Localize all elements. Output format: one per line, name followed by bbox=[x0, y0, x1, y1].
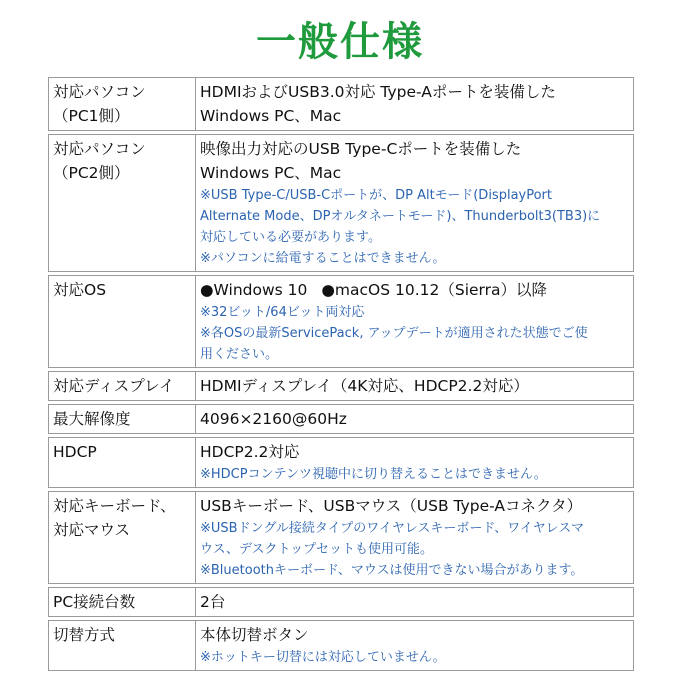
row-label bbox=[48, 371, 195, 401]
value-line: 本体切替ボタン bbox=[200, 626, 309, 644]
value-line: HDMIおよびUSB3.0対応 Type-Aポートを装備した bbox=[200, 83, 556, 101]
row-value bbox=[195, 620, 634, 671]
row-value bbox=[195, 437, 634, 488]
note-line: ※パソコンに給電することはできません。 bbox=[200, 251, 446, 266]
note-line: ウス、デスクトップセットも使用可能。 bbox=[200, 542, 433, 557]
os-windows: ●Windows 10 bbox=[200, 281, 308, 299]
table-row bbox=[48, 587, 634, 617]
row-label bbox=[48, 404, 195, 434]
label-line: 対応OS bbox=[53, 281, 107, 299]
label-line: HDCP bbox=[53, 443, 97, 461]
value-line: 4096×2160@60Hz bbox=[200, 410, 347, 428]
label-line: 切替方式 bbox=[53, 626, 116, 644]
label-line: 対応パソコン bbox=[53, 83, 146, 101]
label-line: 対応マウス bbox=[53, 521, 131, 539]
table-row bbox=[48, 371, 634, 401]
row-label bbox=[48, 437, 195, 488]
note-line: Alternate Mode、DPオルタネートモード)、Thunderbolt3(TB3)に bbox=[200, 209, 601, 224]
value-line: 映像出力対応のUSB Type-Cポートを装備した bbox=[200, 140, 522, 158]
label-line: 対応ディスプレイ bbox=[53, 377, 175, 395]
table-row bbox=[48, 620, 634, 671]
row-label bbox=[48, 620, 195, 671]
label-line: 対応キーボード、 bbox=[53, 497, 176, 515]
label-line: PC接続台数 bbox=[53, 593, 136, 611]
label-line: 最大解像度 bbox=[53, 410, 131, 428]
row-value bbox=[195, 275, 634, 368]
table-row bbox=[48, 437, 634, 488]
value-line: HDMIディスプレイ（4K対応、HDCP2.2対応） bbox=[200, 377, 529, 395]
row-label bbox=[48, 491, 195, 584]
label-line: 対応パソコン bbox=[53, 140, 146, 158]
os-macos: ●macOS 10.12（Sierra）以降 bbox=[321, 281, 548, 299]
table-row bbox=[48, 404, 634, 434]
note-line: 対応している必要があります。 bbox=[200, 230, 381, 245]
note-line: ※USB Type-C/USB-Cポートが、DP Altモード(DisplayPort bbox=[200, 188, 552, 203]
table-row bbox=[48, 77, 634, 131]
row-label bbox=[48, 275, 195, 368]
note-line: ※各OSの最新ServicePack, アップデートが適用された状態でご使 bbox=[200, 326, 588, 341]
row-value bbox=[195, 134, 634, 272]
note-line: ※HDCPコンテンツ視聴中に切り替えることはできません。 bbox=[200, 467, 547, 482]
note-line: ※32ビット/64ビット両対応 bbox=[200, 305, 365, 320]
note-line: 用ください。 bbox=[200, 347, 279, 362]
value-line: 2台 bbox=[200, 593, 226, 611]
value-line: Windows PC、Mac bbox=[200, 164, 342, 182]
row-label bbox=[48, 587, 195, 617]
row-value bbox=[195, 491, 634, 584]
row-value bbox=[195, 371, 634, 401]
row-value bbox=[195, 77, 634, 131]
row-label bbox=[48, 77, 195, 131]
value-line: USBキーボード、USBマウス（USB Type-Aコネクタ） bbox=[200, 497, 583, 515]
spec-table bbox=[48, 74, 634, 674]
label-line: （PC1側） bbox=[53, 107, 130, 125]
value-line: Windows PC、Mac bbox=[200, 107, 342, 125]
value-line bbox=[200, 278, 630, 302]
row-label bbox=[48, 134, 195, 272]
note-line: ※USBドングル接続タイプのワイヤレスキーボード、ワイヤレスマ bbox=[200, 521, 585, 536]
note-line: ※Bluetoothキーボード、マウスは使用できない場合があります。 bbox=[200, 563, 584, 578]
table-row bbox=[48, 491, 634, 584]
table-row bbox=[48, 134, 634, 272]
row-value bbox=[195, 587, 634, 617]
label-line: （PC2側） bbox=[53, 164, 130, 182]
page-title: 一般仕様 bbox=[256, 19, 424, 65]
row-value bbox=[195, 404, 634, 434]
table-row bbox=[48, 275, 634, 368]
value-line: HDCP2.2対応 bbox=[200, 443, 300, 461]
note-line: ※ホットキー切替には対応していません。 bbox=[200, 650, 446, 665]
